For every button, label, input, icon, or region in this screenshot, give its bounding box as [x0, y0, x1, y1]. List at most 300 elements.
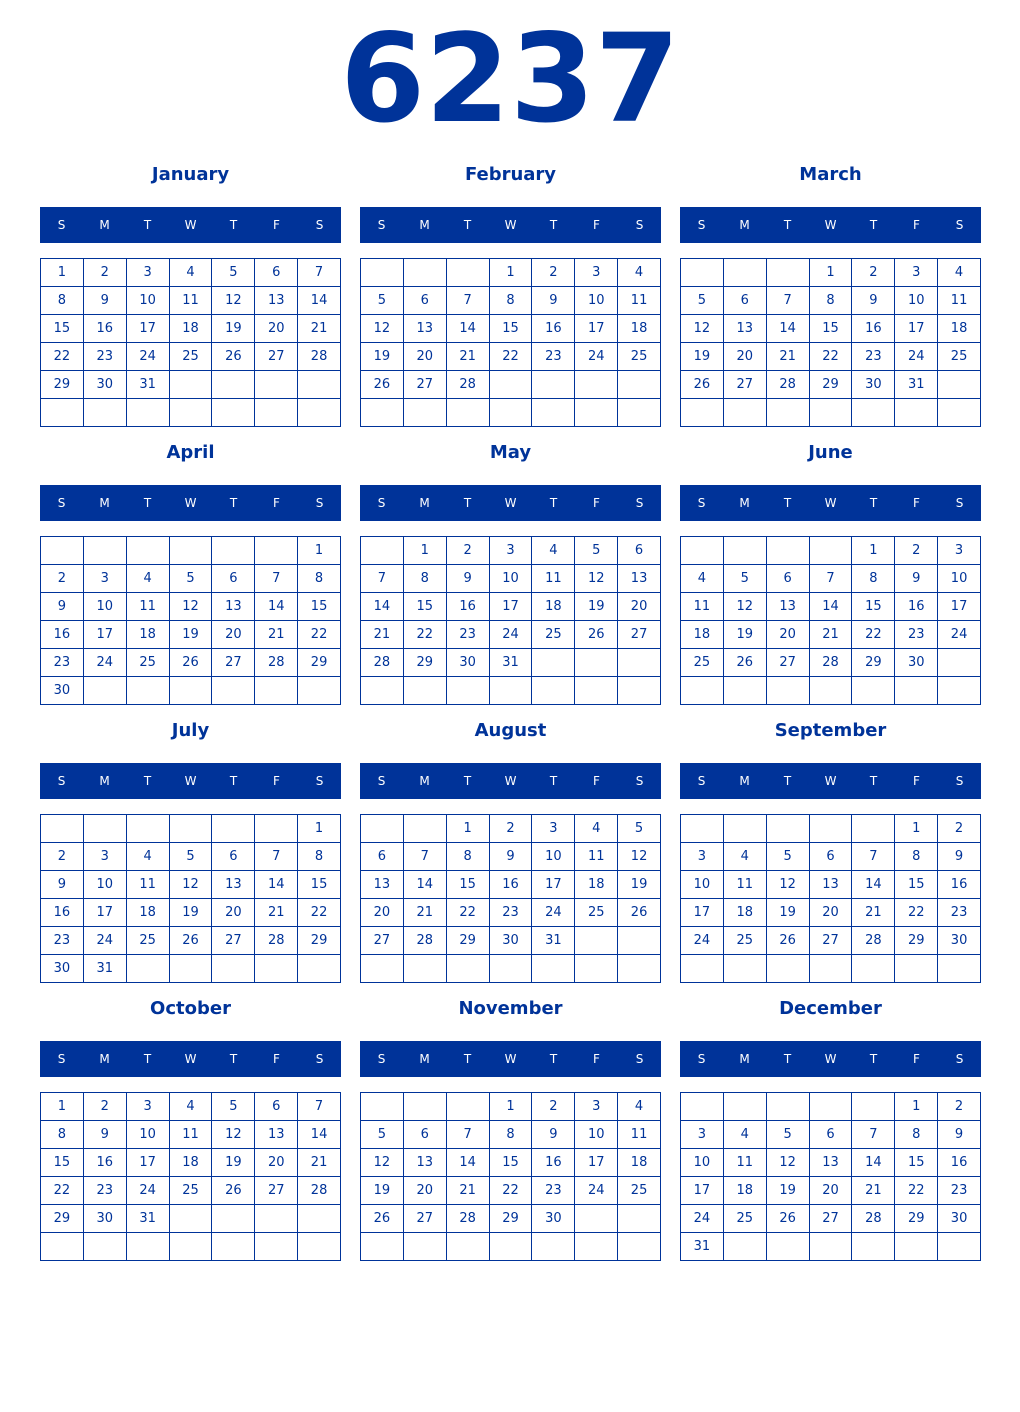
month-name: March — [799, 164, 862, 185]
empty-day-cell — [255, 399, 298, 427]
empty-day-cell — [298, 371, 341, 399]
day-cell: 21 — [767, 343, 810, 371]
empty-day-cell — [852, 815, 895, 843]
day-cell: 11 — [170, 1121, 213, 1149]
weekday-label: S — [697, 218, 706, 232]
empty-day-cell — [212, 537, 255, 565]
day-cell: 29 — [447, 927, 490, 955]
weekday-label: T — [463, 774, 472, 788]
day-cell: 18 — [127, 621, 170, 649]
weekday-label: T — [143, 496, 152, 510]
day-grid — [360, 258, 661, 427]
day-cell: 8 — [810, 287, 853, 315]
day-cell: 13 — [810, 871, 853, 899]
day-cell: 17 — [490, 593, 533, 621]
day-cell: 20 — [810, 899, 853, 927]
day-cell: 30 — [852, 371, 895, 399]
day-cell: 2 — [938, 1093, 981, 1121]
weekday-label: T — [229, 218, 238, 232]
empty-day-cell — [298, 955, 341, 983]
day-cell: 13 — [212, 871, 255, 899]
day-cell: 6 — [810, 1121, 853, 1149]
empty-day-cell — [212, 1205, 255, 1233]
empty-day-cell — [532, 1233, 575, 1261]
day-cell: 18 — [681, 621, 724, 649]
day-cell: 27 — [255, 343, 298, 371]
day-cell: 26 — [618, 899, 661, 927]
day-cell: 30 — [490, 927, 533, 955]
empty-day-cell — [767, 537, 810, 565]
day-cell: 25 — [618, 343, 661, 371]
empty-day-cell — [724, 259, 767, 287]
empty-day-cell — [170, 677, 213, 705]
day-cell: 4 — [618, 259, 661, 287]
day-cell: 16 — [490, 871, 533, 899]
empty-day-cell — [212, 955, 255, 983]
empty-day-cell — [532, 677, 575, 705]
empty-day-cell — [938, 1233, 981, 1261]
day-cell: 31 — [532, 927, 575, 955]
day-cell: 11 — [938, 287, 981, 315]
month-name: January — [151, 164, 230, 185]
day-cell: 12 — [212, 1121, 255, 1149]
day-cell: 30 — [938, 927, 981, 955]
day-cell: 23 — [84, 1177, 127, 1205]
day-cell: 25 — [681, 649, 724, 677]
day-cell: 19 — [212, 1149, 255, 1177]
day-cell: 11 — [681, 593, 724, 621]
empty-day-cell — [255, 537, 298, 565]
day-cell: 8 — [895, 1121, 938, 1149]
weekday-label: W — [504, 1052, 517, 1066]
day-cell: 20 — [255, 1149, 298, 1177]
empty-day-cell — [767, 259, 810, 287]
weekday-label: W — [824, 496, 837, 510]
empty-day-cell — [255, 1205, 298, 1233]
day-cell: 24 — [575, 1177, 618, 1205]
day-cell: 1 — [447, 815, 490, 843]
day-cell: 21 — [298, 1149, 341, 1177]
day-cell: 12 — [361, 315, 404, 343]
empty-day-cell — [532, 649, 575, 677]
day-cell: 20 — [404, 1177, 447, 1205]
day-cell: 21 — [255, 899, 298, 927]
empty-day-cell — [170, 1205, 213, 1233]
empty-day-cell — [810, 537, 853, 565]
day-cell: 28 — [447, 371, 490, 399]
day-cell: 4 — [575, 815, 618, 843]
day-cell: 14 — [255, 871, 298, 899]
empty-day-cell — [490, 1233, 533, 1261]
day-cell: 3 — [84, 565, 127, 593]
day-cell: 12 — [575, 565, 618, 593]
day-cell: 24 — [575, 343, 618, 371]
day-cell: 29 — [810, 371, 853, 399]
day-cell: 1 — [298, 815, 341, 843]
weekday-label: F — [913, 774, 920, 788]
empty-day-cell — [212, 371, 255, 399]
weekday-label: S — [697, 774, 706, 788]
weekday-label: M — [419, 218, 430, 232]
weekday-label: W — [504, 774, 517, 788]
month-name: October — [150, 998, 231, 1019]
day-cell: 30 — [532, 1205, 575, 1233]
day-cell: 5 — [575, 537, 618, 565]
weekday-label: M — [99, 774, 110, 788]
day-cell: 5 — [212, 1093, 255, 1121]
day-cell: 10 — [127, 1121, 170, 1149]
empty-day-cell — [298, 1233, 341, 1261]
empty-day-cell — [490, 399, 533, 427]
day-cell: 21 — [447, 343, 490, 371]
empty-day-cell — [41, 1233, 84, 1261]
day-cell: 9 — [532, 287, 575, 315]
empty-day-cell — [127, 955, 170, 983]
day-cell: 27 — [810, 1205, 853, 1233]
weekday-label: T — [869, 774, 878, 788]
day-cell: 7 — [852, 1121, 895, 1149]
day-cell: 20 — [212, 899, 255, 927]
weekday-label: W — [504, 496, 517, 510]
empty-day-cell — [810, 955, 853, 983]
day-cell: 25 — [532, 621, 575, 649]
day-cell: 23 — [852, 343, 895, 371]
day-cell: 19 — [618, 871, 661, 899]
day-cell: 20 — [361, 899, 404, 927]
day-cell: 6 — [361, 843, 404, 871]
day-cell: 24 — [938, 621, 981, 649]
day-cell: 24 — [681, 927, 724, 955]
empty-day-cell — [84, 815, 127, 843]
weekday-header — [40, 485, 341, 521]
weekday-header — [360, 763, 661, 799]
day-cell: 14 — [361, 593, 404, 621]
day-cell: 26 — [212, 343, 255, 371]
day-cell: 20 — [212, 621, 255, 649]
weekday-label: S — [635, 496, 644, 510]
day-cell: 2 — [938, 815, 981, 843]
day-cell: 26 — [170, 927, 213, 955]
day-cell: 14 — [852, 871, 895, 899]
day-grid — [40, 814, 341, 983]
empty-day-cell — [767, 955, 810, 983]
month-name: December — [779, 998, 882, 1019]
day-cell: 4 — [724, 1121, 767, 1149]
empty-day-cell — [490, 955, 533, 983]
weekday-header — [680, 1041, 981, 1077]
weekday-label: T — [229, 774, 238, 788]
day-cell: 25 — [170, 1177, 213, 1205]
empty-day-cell — [767, 1233, 810, 1261]
day-cell: 27 — [361, 927, 404, 955]
day-cell: 30 — [84, 1205, 127, 1233]
day-cell: 10 — [575, 1121, 618, 1149]
day-cell: 16 — [532, 1149, 575, 1177]
weekday-header — [680, 763, 981, 799]
weekday-label: T — [783, 218, 792, 232]
day-cell: 28 — [810, 649, 853, 677]
weekday-label: M — [99, 496, 110, 510]
weekday-label: M — [99, 218, 110, 232]
day-cell: 10 — [681, 1149, 724, 1177]
day-cell: 7 — [298, 1093, 341, 1121]
day-cell: 19 — [212, 315, 255, 343]
day-cell: 15 — [895, 1149, 938, 1177]
day-cell: 26 — [361, 371, 404, 399]
day-cell: 28 — [447, 1205, 490, 1233]
weekday-label: W — [184, 218, 197, 232]
weekday-label: S — [57, 496, 66, 510]
day-cell: 26 — [361, 1205, 404, 1233]
day-cell: 10 — [681, 871, 724, 899]
day-cell: 10 — [490, 565, 533, 593]
empty-day-cell — [575, 1205, 618, 1233]
empty-day-cell — [212, 399, 255, 427]
empty-day-cell — [361, 259, 404, 287]
weekday-label: F — [273, 1052, 280, 1066]
empty-day-cell — [404, 815, 447, 843]
empty-day-cell — [447, 955, 490, 983]
day-cell: 16 — [852, 315, 895, 343]
day-cell: 18 — [127, 899, 170, 927]
day-cell: 3 — [575, 1093, 618, 1121]
day-cell: 16 — [84, 315, 127, 343]
weekday-label: S — [377, 774, 386, 788]
day-cell: 14 — [404, 871, 447, 899]
day-cell: 11 — [618, 1121, 661, 1149]
empty-day-cell — [938, 649, 981, 677]
empty-day-cell — [724, 955, 767, 983]
day-cell: 28 — [404, 927, 447, 955]
empty-day-cell — [255, 815, 298, 843]
day-cell: 10 — [938, 565, 981, 593]
day-cell: 24 — [127, 1177, 170, 1205]
empty-day-cell — [810, 1093, 853, 1121]
day-cell: 12 — [170, 871, 213, 899]
day-grid — [680, 258, 981, 427]
weekday-label: F — [593, 1052, 600, 1066]
weekday-label: S — [377, 1052, 386, 1066]
day-cell: 13 — [810, 1149, 853, 1177]
day-cell: 2 — [41, 565, 84, 593]
day-cell: 7 — [447, 287, 490, 315]
empty-day-cell — [767, 1093, 810, 1121]
day-cell: 10 — [895, 287, 938, 315]
day-cell: 22 — [895, 1177, 938, 1205]
day-cell: 8 — [298, 843, 341, 871]
day-cell: 12 — [212, 287, 255, 315]
weekday-label: W — [184, 496, 197, 510]
empty-day-cell — [361, 677, 404, 705]
day-cell: 21 — [361, 621, 404, 649]
day-cell: 7 — [255, 843, 298, 871]
day-cell: 1 — [810, 259, 853, 287]
weekday-label: M — [739, 496, 750, 510]
day-cell: 24 — [84, 927, 127, 955]
empty-day-cell — [938, 399, 981, 427]
weekday-label: T — [463, 496, 472, 510]
day-cell: 7 — [810, 565, 853, 593]
day-cell: 10 — [532, 843, 575, 871]
empty-day-cell — [447, 259, 490, 287]
day-cell: 22 — [490, 1177, 533, 1205]
empty-day-cell — [298, 1205, 341, 1233]
empty-day-cell — [852, 677, 895, 705]
day-cell: 15 — [852, 593, 895, 621]
empty-day-cell — [575, 677, 618, 705]
day-cell: 11 — [724, 1149, 767, 1177]
empty-day-cell — [41, 815, 84, 843]
day-cell: 9 — [532, 1121, 575, 1149]
weekday-label: F — [273, 218, 280, 232]
weekday-label: M — [419, 774, 430, 788]
day-grid — [360, 536, 661, 705]
day-cell: 23 — [84, 343, 127, 371]
day-cell: 30 — [895, 649, 938, 677]
day-cell: 26 — [170, 649, 213, 677]
day-cell: 16 — [41, 621, 84, 649]
day-cell: 20 — [618, 593, 661, 621]
day-cell: 7 — [361, 565, 404, 593]
day-cell: 8 — [404, 565, 447, 593]
empty-day-cell — [681, 677, 724, 705]
weekday-header — [680, 207, 981, 243]
month-name: November — [458, 998, 563, 1019]
weekday-label: S — [377, 496, 386, 510]
empty-day-cell — [852, 1093, 895, 1121]
day-cell: 5 — [681, 287, 724, 315]
day-grid — [680, 814, 981, 983]
day-cell: 23 — [490, 899, 533, 927]
day-cell: 2 — [852, 259, 895, 287]
weekday-label: F — [593, 218, 600, 232]
day-cell: 25 — [724, 927, 767, 955]
empty-day-cell — [724, 1093, 767, 1121]
empty-day-cell — [84, 677, 127, 705]
day-cell: 27 — [404, 371, 447, 399]
day-cell: 22 — [810, 343, 853, 371]
empty-day-cell — [212, 677, 255, 705]
day-cell: 25 — [938, 343, 981, 371]
weekday-label: T — [463, 1052, 472, 1066]
day-cell: 4 — [127, 565, 170, 593]
day-cell: 29 — [895, 1205, 938, 1233]
empty-day-cell — [490, 677, 533, 705]
empty-day-cell — [41, 399, 84, 427]
weekday-label: S — [635, 774, 644, 788]
day-cell: 27 — [212, 649, 255, 677]
empty-day-cell — [767, 399, 810, 427]
empty-day-cell — [618, 677, 661, 705]
day-cell: 9 — [852, 287, 895, 315]
day-cell: 9 — [895, 565, 938, 593]
day-cell: 3 — [681, 843, 724, 871]
day-cell: 24 — [84, 649, 127, 677]
day-cell: 17 — [127, 1149, 170, 1177]
empty-day-cell — [170, 537, 213, 565]
empty-day-cell — [681, 1093, 724, 1121]
empty-day-cell — [810, 399, 853, 427]
empty-day-cell — [170, 815, 213, 843]
weekday-header — [360, 485, 661, 521]
empty-day-cell — [447, 399, 490, 427]
weekday-label: W — [504, 218, 517, 232]
day-cell: 15 — [895, 871, 938, 899]
weekday-label: T — [143, 218, 152, 232]
day-cell: 21 — [447, 1177, 490, 1205]
day-cell: 20 — [767, 621, 810, 649]
day-cell: 19 — [170, 621, 213, 649]
day-cell: 7 — [255, 565, 298, 593]
day-cell: 10 — [84, 593, 127, 621]
day-cell: 15 — [298, 871, 341, 899]
empty-day-cell — [84, 399, 127, 427]
day-cell: 30 — [41, 955, 84, 983]
day-cell: 24 — [681, 1205, 724, 1233]
day-cell: 17 — [575, 1149, 618, 1177]
empty-day-cell — [361, 399, 404, 427]
empty-day-cell — [84, 1233, 127, 1261]
weekday-header — [40, 1041, 341, 1077]
day-cell: 5 — [618, 815, 661, 843]
day-grid — [40, 536, 341, 705]
day-cell: 29 — [298, 649, 341, 677]
day-cell: 30 — [84, 371, 127, 399]
empty-day-cell — [681, 815, 724, 843]
weekday-label: T — [229, 496, 238, 510]
day-cell: 28 — [298, 1177, 341, 1205]
day-cell: 27 — [767, 649, 810, 677]
day-cell: 19 — [361, 343, 404, 371]
day-cell: 27 — [212, 927, 255, 955]
day-cell: 30 — [447, 649, 490, 677]
empty-day-cell — [447, 1233, 490, 1261]
weekday-label: T — [549, 496, 558, 510]
day-cell: 28 — [298, 343, 341, 371]
empty-day-cell — [490, 371, 533, 399]
empty-day-cell — [681, 537, 724, 565]
day-cell: 15 — [404, 593, 447, 621]
empty-day-cell — [724, 1233, 767, 1261]
day-cell: 28 — [255, 927, 298, 955]
day-cell: 16 — [938, 871, 981, 899]
weekday-label: S — [57, 1052, 66, 1066]
empty-day-cell — [404, 677, 447, 705]
weekday-label: M — [419, 496, 430, 510]
day-cell: 11 — [127, 593, 170, 621]
weekday-header — [40, 763, 341, 799]
day-cell: 14 — [298, 1121, 341, 1149]
weekday-header — [680, 485, 981, 521]
weekday-label: T — [463, 218, 472, 232]
day-cell: 6 — [255, 259, 298, 287]
day-cell: 2 — [532, 259, 575, 287]
weekday-label: T — [783, 774, 792, 788]
day-cell: 3 — [895, 259, 938, 287]
weekday-header — [40, 207, 341, 243]
empty-day-cell — [404, 1093, 447, 1121]
day-cell: 14 — [298, 287, 341, 315]
day-cell: 29 — [895, 927, 938, 955]
day-cell: 13 — [255, 287, 298, 315]
day-cell: 8 — [447, 843, 490, 871]
day-cell: 18 — [938, 315, 981, 343]
month-name: July — [171, 720, 210, 741]
day-cell: 10 — [84, 871, 127, 899]
weekday-label: T — [549, 218, 558, 232]
day-cell: 26 — [212, 1177, 255, 1205]
day-cell: 25 — [127, 927, 170, 955]
